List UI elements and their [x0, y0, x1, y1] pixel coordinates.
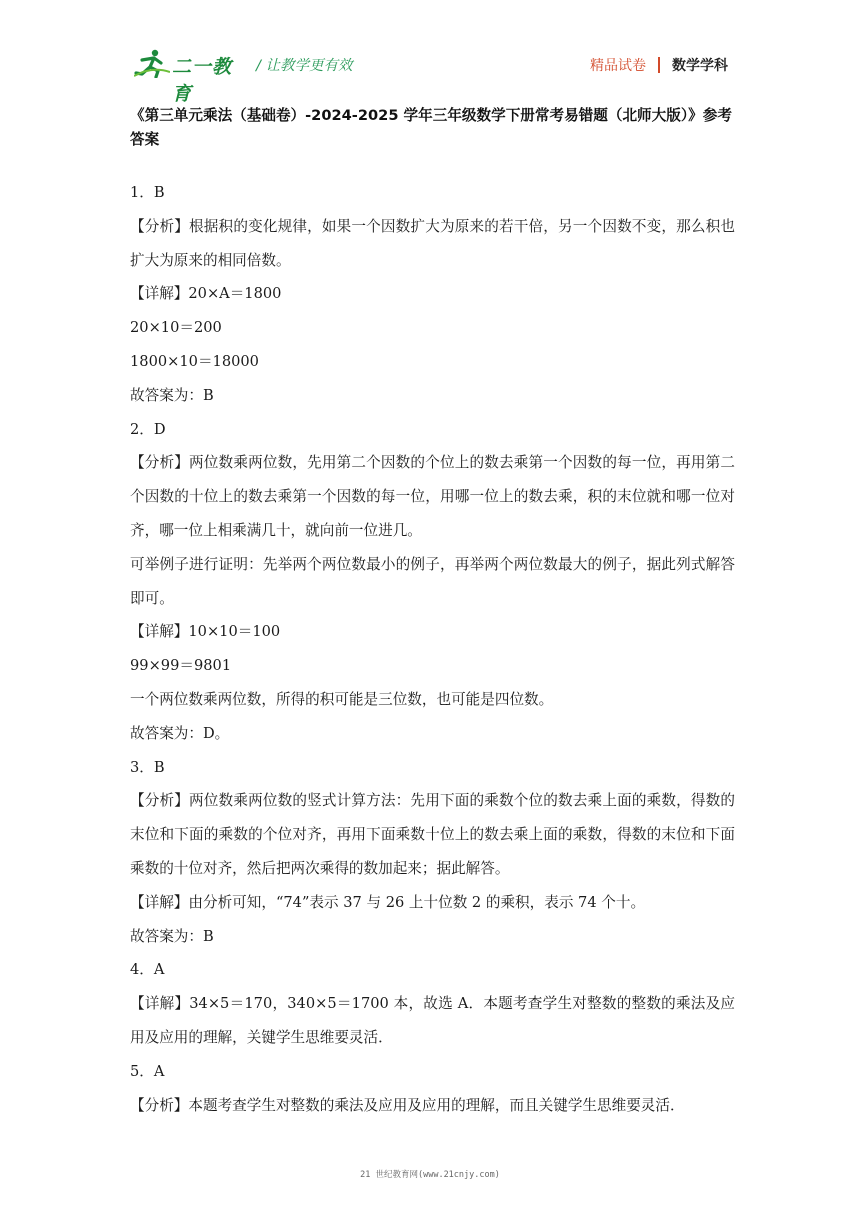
- text-line: 1．B: [130, 184, 165, 201]
- text-line: 【详解】10×10＝100: [130, 623, 281, 641]
- header-divider: [658, 57, 660, 73]
- slogan: / 让教学更有效: [256, 58, 353, 74]
- page-header: [0, 0, 860, 105]
- text-line: 3．B: [130, 758, 165, 776]
- site-logo: [134, 48, 246, 105]
- text-line: 【详解】由分析可知，“74”表示 37 与 26 上十位数 2 的乘积，表示 74 个十。: [130, 893, 646, 911]
- text-line: 99×99＝9801: [130, 657, 232, 675]
- header-right: [590, 55, 728, 75]
- text-line: 4．A: [130, 961, 165, 979]
- text-line: 1800×10＝18000: [130, 352, 259, 370]
- jingpin-label: 精品试卷: [590, 58, 646, 74]
- document-title: 《第三单元乘法（基础卷）-2024-2025 学年三年级数学下册常考易错题（北师大版）》参考答案: [130, 107, 732, 148]
- text-line: 故答案为：B: [130, 386, 214, 404]
- paragraph: 【详解】34×5＝170，340×5＝1700 本，故选 A．本题考查学生对整数的整数的乘法及应用及应用的理解，关键学生思维要灵活．: [130, 995, 735, 1046]
- text-line: 20×10＝200: [130, 319, 222, 337]
- paragraph: 【分析】两位数乘两位数，先用第二个因数的个位上的数去乘第一个因数的每一位，再用第二个因数的十位上的数去乘第一个因数的每一位，用哪一位上的数去乘，积的末位就和哪一位对齐，哪一位上相乘满几十，就向前一位进几。: [130, 454, 735, 539]
- text-line: 【分析】本题考查学生对整数的乘法及应用及应用的理解，而且关键学生思维要灵活．: [130, 1096, 685, 1114]
- subject-label: 数学学科: [672, 58, 728, 74]
- logo-text: 二一教育: [172, 56, 233, 105]
- paragraph: 【分析】根据积的变化规律，如果一个因数扩大为原来的若干倍，另一个因数不变，那么积也扩大为原来的相同倍数。: [130, 217, 735, 269]
- answer-content: [130, 176, 735, 1122]
- paragraph: 【分析】两位数乘两位数的竖式计算方法：先用下面的乘数个位的数去乘上面的乘数，得数的末位和下面的乘数的个位对齐，再用下面乘数十位上的数去乘上面的乘数，得数的末位和下面乘数的十位对齐，然后把两次乘得的数加起来；据此解答。: [130, 792, 735, 877]
- text-line: 5．A: [130, 1062, 165, 1080]
- text-line: 故答案为：B: [130, 927, 214, 945]
- text-line: 一个两位数乘两位数，所得的积可能是三位数，也可能是四位数。: [130, 690, 554, 708]
- text-line: 【详解】20×A＝1800: [130, 285, 282, 303]
- runner-logo-icon: [134, 48, 170, 78]
- paragraph: 可举例子进行证明：先举两个两位数最小的例子，再举两个两位数最大的例子，据此列式解答即可。: [130, 555, 735, 607]
- text-line: 故答案为：D。: [130, 724, 230, 742]
- page-footer: 21 世纪教育网(www.21cnjy.com): [360, 1170, 500, 1180]
- text-line: 2．D: [130, 420, 166, 438]
